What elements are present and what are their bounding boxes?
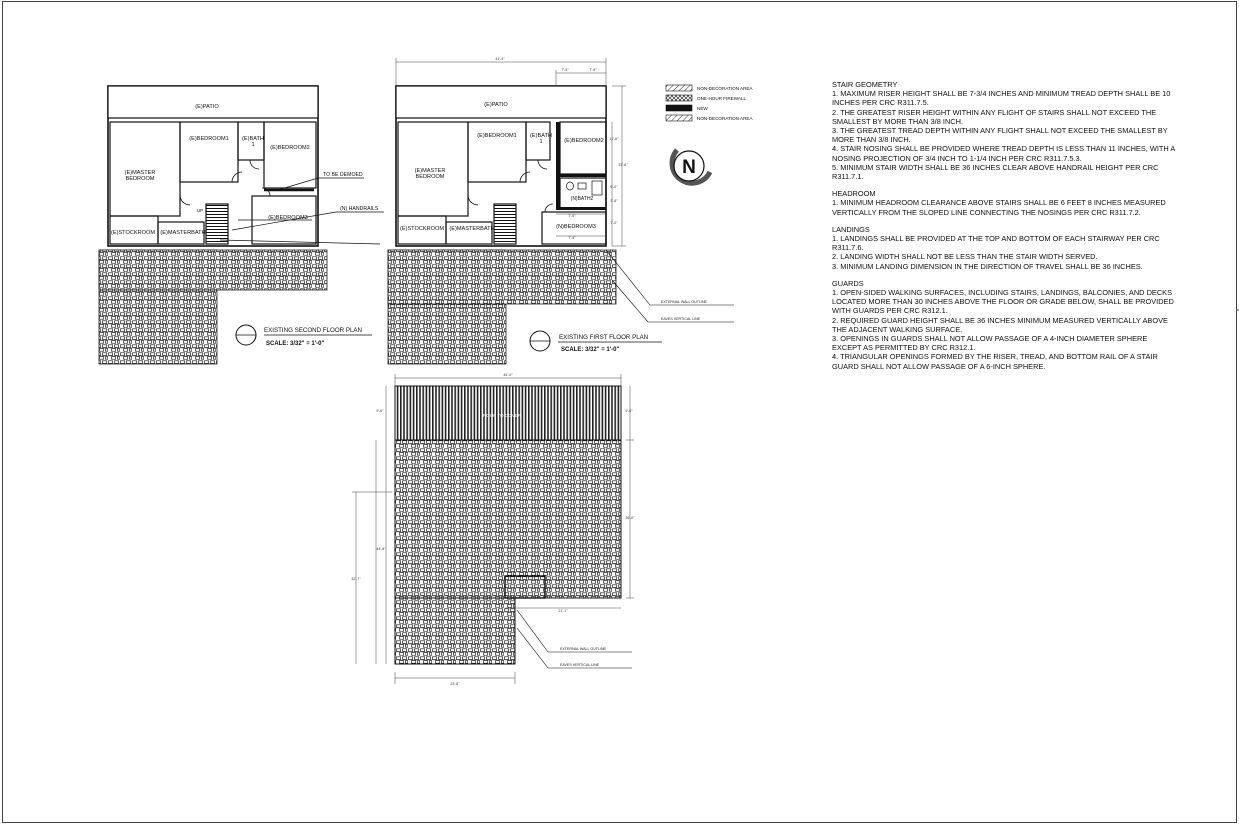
notes-line: 4. STAIR NOSING SHALL BE PROVIDED WHERE TREAD DEPTH IS LESS THAN 11 INCHES, WITH A — [832, 144, 1176, 154]
second-floor-bedroom2-label: (E)BEDROOM2 — [270, 145, 310, 151]
first-floor-dim-right-e: 7'-0" — [610, 221, 618, 225]
first-floor-dim-right-b: 31'-6" — [618, 163, 628, 167]
second-floor-patio — [108, 86, 318, 118]
legend — [666, 85, 753, 121]
notes-gap — [832, 217, 1192, 225]
roof-dim-left-c: 9'-6" — [376, 409, 384, 413]
notes-line: 3. MINIMUM LANDING DIMENSION IN THE DIRECTION OF TRAVEL SHALL BE 36 INCHES. — [832, 261, 1143, 271]
notes-heading: LANDINGS — [832, 224, 870, 234]
roof-cover-label: ROOF TO COVER — [482, 413, 522, 418]
roof-dim-top: 44'-0" — [503, 373, 513, 377]
legend-label-1: NON-DECORATION AREA — [697, 86, 753, 91]
first-floor-shingle-band — [388, 250, 616, 304]
notes-line: 1. LANDINGS SHALL BE PROVIDED AT THE TOP AND BOTTOM OF EACH STAIRWAY PER CRC — [832, 234, 1160, 244]
notes-line: VERTICALLY FROM THE SLOPED LINE CONNECTING THE NOSINGS PER CRC R311.7.2. — [832, 207, 1141, 217]
legend-swatch-4 — [666, 115, 692, 121]
first-floor-master-bedroom-label: (E)MASTER BEDROOM — [414, 168, 446, 181]
first-floor-dim-top-a: 7'-9" — [561, 68, 569, 72]
notes-line: WITH GUARDS PER CRC R312.1. — [832, 306, 948, 316]
first-floor-dim-right-d: 3'-6" — [610, 199, 618, 203]
notes-line: 1. MINIMUM HEADROOM CLEARANCE ABOVE STAIRS SHALL BE 6 FEET 8 INCHES MEASURED — [832, 198, 1166, 208]
second-floor-master-bedroom-label: (E)MASTER BEDROOM — [124, 170, 156, 183]
roof-wall-outline-callout: EXTERNAL WALL OUTLINE — [560, 647, 606, 651]
first-floor-dim-right-a: 11'-6" — [609, 137, 619, 141]
notes-line: 3. THE GREATEST TREAD DEPTH WITHIN ANY FLIGHT SHALL NOT EXCEED THE SMALLEST BY — [832, 126, 1168, 136]
notes-line: EXCEPT AS PERMITTED BY CRC R312.1. — [832, 343, 976, 353]
first-floor-dim-inner-a: 7'-0" — [568, 214, 576, 218]
second-floor-patio-label: (E)PATIO — [195, 104, 219, 110]
legend-swatch-1 — [666, 85, 692, 91]
notes-line: 5. MINIMUM STAIR WIDTH SHALL BE 36 INCHES CLEAR ABOVE HANDRAIL HEIGHT PER CRC — [832, 162, 1159, 172]
first-floor-plan — [388, 57, 734, 364]
notes-line: 2. REQUIRED GUARD HEIGHT SHALL BE 36 INCHES MINIMUM MEASURED VERTICALLY ABOVE — [832, 315, 1168, 325]
notes-line: 2. THE GREATEST RISER HEIGHT WITHIN ANY FLIGHT OF STAIRS SHALL NOT EXCEED THE — [832, 107, 1157, 117]
first-floor-stairs — [494, 204, 516, 244]
notes-line: NOSING PROJECTION OF 3/4 INCH TO 1-1/4 INCH PER CRC R311.7.5.3. — [832, 153, 1082, 163]
legend-swatch-2 — [666, 95, 692, 101]
notes-line: 3. OPENINGS IN GUARDS SHALL NOT ALLOW PASSAGE OF A 4-INCH DIAMETER SPHERE — [832, 334, 1148, 344]
first-floor-patio-label: (E)PATIO — [484, 102, 508, 108]
handrails-callout: (N) HANDRAILS — [340, 206, 379, 212]
notes-line: R311.7.6. — [832, 243, 864, 253]
first-floor-bedroom3-label: (N)BEDROOM3 — [556, 224, 596, 230]
notes-line: INCHES PER CRC R311.7.5. — [832, 98, 929, 108]
first-floor-bedroom1-label: (E)BEDROOM1 — [477, 133, 517, 139]
first-floor-bedroom2-label: (E)BEDROOM2 — [564, 138, 604, 144]
notes-line: R311.7.1. — [832, 172, 864, 182]
notes-line: 1. OPEN-SIDED WALKING SURFACES, INCLUDING STAIRS, LANDINGS, BALCONIES, AND DECKS — [832, 288, 1173, 298]
notes-line: GUARD SHALL NOT ALLOW PASSAGE OF A 6-INCH SPHERE. — [832, 361, 1046, 371]
notes-gap — [832, 181, 1192, 189]
roof-dim-left-b: 32'-7" — [351, 577, 361, 581]
first-floor-scale: SCALE: 3/32" = 1'-0" — [561, 347, 620, 353]
notes-line: MORE THAN 3/8 INCH. — [832, 135, 911, 145]
roof-shingle-main — [395, 440, 621, 598]
legend-label-3: NEW — [697, 106, 708, 111]
demo-callout: TO BE DEMOED — [323, 172, 363, 178]
legend-label-2: ONE-HOUR FIREWALL — [697, 96, 747, 101]
second-floor-bedroom1-label: (E)BEDROOM1 — [189, 136, 229, 142]
second-floor-plan — [99, 86, 384, 364]
second-floor-bedroom3-label: (E)BEDROOM3 — [268, 215, 308, 221]
second-floor-up-label: UP — [196, 208, 204, 213]
roof-dim-left-a: 44'-8" — [376, 547, 386, 551]
first-floor-eaves-callout: EAVES VERTICAL LINE — [661, 317, 701, 321]
second-floor-shingle-band — [99, 250, 327, 290]
notes-heading: STAIR GEOMETRY — [832, 80, 898, 89]
notes-line: 1. MAXIMUM RISER HEIGHT SHALL BE 7-3/4 INCHES AND MINIMUM TREAD DEPTH SHALL BE 10 — [832, 89, 1171, 99]
notes-line: LOCATED MORE THAN 30 INCHES ABOVE THE FLOOR OR GRADE BELOW, SHALL BE PROVIDED — [832, 297, 1174, 307]
notes-heading: HEADROOM — [832, 189, 876, 199]
notes-line: SMALLEST BY MORE THAN 3/8 INCH. — [832, 116, 964, 126]
roof-dim-right-a: 9'-0" — [625, 409, 633, 413]
notes-gap — [832, 271, 1192, 279]
first-floor-wall-outline-callout: EXTERNAL WALL OUTLINE — [661, 300, 707, 304]
first-floor-dim-top-b: 7'-9" — [589, 68, 597, 72]
first-floor-stockroom-label: (E)STOCKROOM — [399, 226, 445, 232]
roof-shingle-lower — [395, 598, 515, 664]
second-floor-bath-label: (E)BATH 1 — [242, 136, 264, 149]
roof-plan — [351, 373, 635, 686]
legend-label-4: NON-DECORATION AREA — [697, 116, 753, 121]
general-notes — [832, 80, 1192, 371]
first-floor-dim-right-c: 6'-0" — [610, 185, 618, 189]
first-floor-title: EXISTING FIRST FLOOR PLAN — [559, 334, 649, 341]
legend-swatch-3 — [666, 105, 692, 111]
roof-eaves-callout: EAVES VERTICAL LINE — [560, 663, 600, 667]
first-floor-bath-label: (E)BATH 1 — [530, 133, 552, 146]
second-floor-stockroom-label: (E)STOCKROOM — [110, 230, 156, 236]
second-floor-title: EXISTING SECOND FLOOR PLAN — [264, 327, 362, 334]
roof-dim-right-b: 36'-0" — [625, 516, 635, 520]
roof-dim-inner: 21'-1" — [558, 609, 568, 613]
first-floor-bath2-label: (N)BATH2 — [570, 196, 594, 202]
roof-dim-bottom: 23'-6" — [450, 682, 460, 686]
notes-line: 4. TRIANGULAR OPENINGS FORMED BY THE RISER, TREAD, AND BOTTOM RAIL OF A STAIR — [832, 352, 1158, 362]
notes-heading: GUARDS — [832, 278, 864, 288]
north-arrow-icon — [672, 150, 710, 183]
second-floor-scale: SCALE: 3/32" = 1'-0" — [266, 341, 325, 347]
first-floor-masterbath-label: (E)MASTERBATH — [449, 226, 495, 232]
first-floor-dim-inner-b: 7'-4" — [568, 236, 576, 240]
second-floor-masterbath-label: (E)MASTERBATH — [160, 230, 206, 236]
second-floor-stairs — [206, 204, 228, 244]
notes-line: THE ADJACENT WALKING SURFACE. — [832, 324, 963, 334]
north-arrow-letter: N — [682, 157, 696, 178]
notes-line: 2. LANDING WIDTH SHALL NOT BE LESS THAN THE STAIR WIDTH SERVED. — [832, 252, 1098, 262]
first-floor-dim-overall: 41'-4" — [495, 57, 505, 61]
